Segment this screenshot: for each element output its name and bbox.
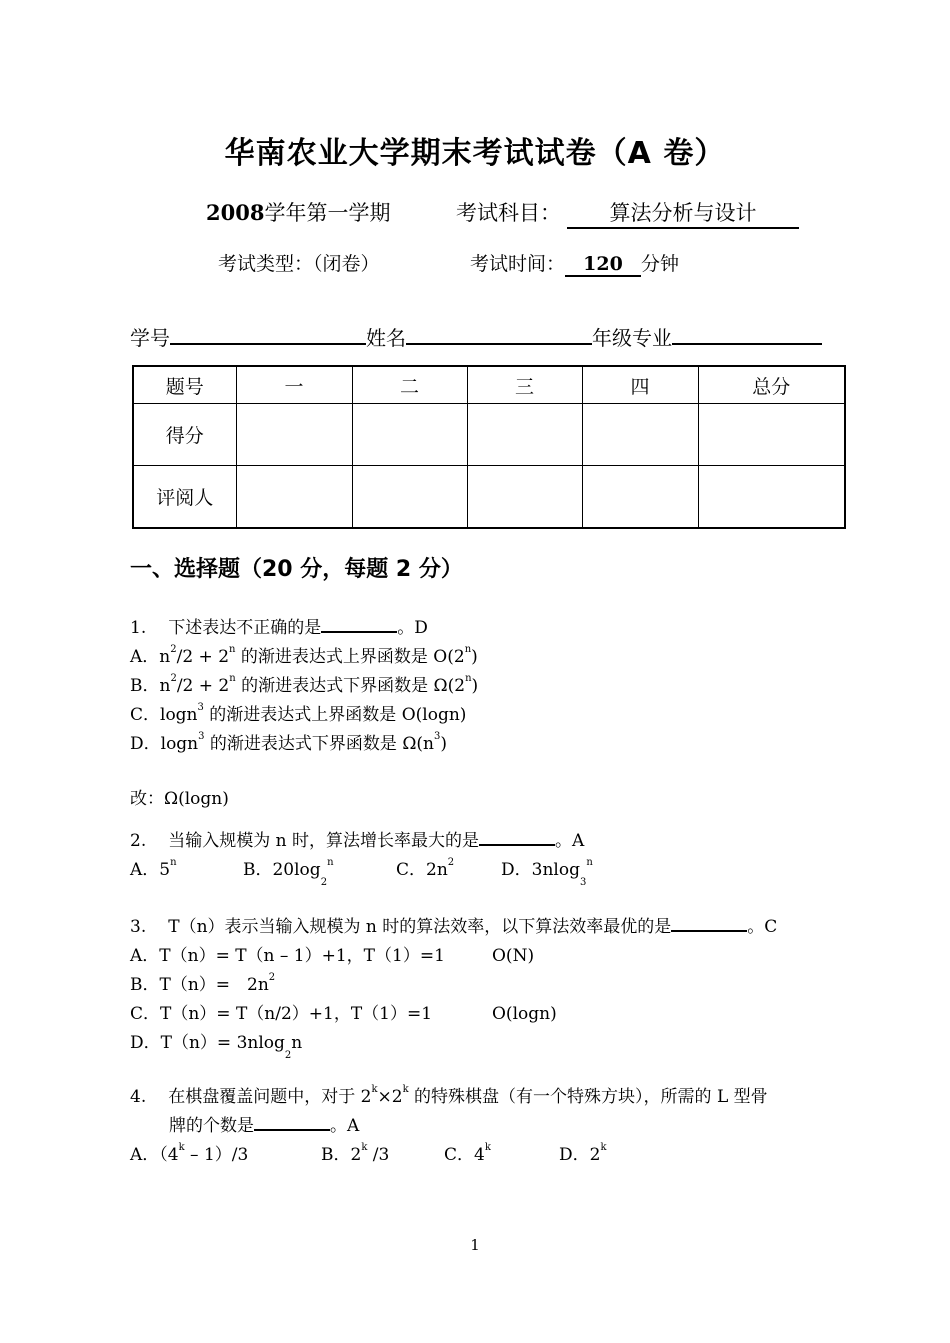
question-stem-cont: 牌的个数是 。A <box>130 1112 768 1141</box>
header-cell: 题号 <box>133 366 236 404</box>
question-number: 1. <box>130 618 147 638</box>
option-d: D．3nlog$_3^n$ <box>501 857 593 888</box>
score-cell[interactable] <box>698 404 845 466</box>
answer-text: 。A <box>330 1116 360 1136</box>
options-row <box>130 1141 768 1170</box>
answer-text: 。A <box>555 831 585 851</box>
option-note: O(logn) <box>492 1004 557 1024</box>
question-stem <box>130 614 478 643</box>
student-id-field[interactable] <box>170 323 366 345</box>
option-d: D．logn$^3$ 的渐进表达式下界函数是 $\Omega(n^3)$ <box>130 731 448 754</box>
question-text: 在棋盘覆盖问题中，对于 2 <box>168 1087 372 1107</box>
answer-text: 。C <box>747 917 778 937</box>
option-c: C．$2n^2$ <box>396 857 455 880</box>
option-a: A．$n^2/2 + 2^n$ 的渐进表达式上界函数是 O(2$^n$) <box>130 644 478 667</box>
option-d: D．2$^k$ <box>559 1142 607 1165</box>
question-text: T（n）表示当输入规模为 n 时的算法效率，以下算法效率最优的是 <box>168 917 672 937</box>
exam-type: 考试类型：（闭卷） <box>218 253 380 275</box>
answer-blank[interactable] <box>254 1113 330 1131</box>
question-stem: 4. 在棋盘覆盖问题中，对于 $2^k\times 2^k$ 的特殊棋盘（有一个特殊方块），所需的 L 型骨 <box>130 1084 768 1107</box>
header-cell: 二 <box>352 366 467 404</box>
option-a: A．5$^n$ <box>130 857 177 880</box>
options-row <box>130 856 593 888</box>
reviewer-cell[interactable] <box>698 466 845 529</box>
row-label: 得分 <box>133 404 236 466</box>
option-c: C．T（n）= T（n/2）+1，T（1）=1 O(logn) <box>130 1000 777 1029</box>
question-text: 当输入规模为 n 时，算法增长率最大的是 <box>168 831 479 851</box>
reviewer-cell[interactable] <box>467 466 582 529</box>
question-stem <box>130 827 584 856</box>
score-table-header-row <box>133 366 845 404</box>
header-cell: 四 <box>582 366 698 404</box>
option-b: B．$20\log_2^n$ <box>243 857 334 888</box>
question-1 <box>130 614 478 759</box>
exam-time-label: 考试时间： <box>470 253 566 275</box>
correction-note: 改：Ω(logn) <box>130 789 229 809</box>
exam-title: 华南农业大学期末考试试卷（A 卷） <box>224 136 726 171</box>
exam-time-unit: 分钟 <box>641 253 680 275</box>
option-b: B．2$^k$ /3 <box>321 1142 390 1165</box>
header-cell: 总分 <box>698 366 845 404</box>
answer-blank[interactable] <box>671 914 747 932</box>
question-3 <box>130 913 778 1061</box>
option-a: A．（4$^k$ – 1）/3 <box>130 1142 249 1165</box>
question-number: 2. <box>130 831 147 851</box>
exam-time-line <box>470 249 679 277</box>
question-4 <box>130 1083 768 1170</box>
student-name-field[interactable] <box>406 323 592 345</box>
option-b: B．T（n）= $2n^2$ <box>130 972 276 995</box>
score-cell[interactable] <box>236 404 352 466</box>
term-line <box>206 197 390 227</box>
answer-blank[interactable] <box>321 615 397 633</box>
score-row <box>133 404 845 466</box>
option-a: A．T（n）= T（n – 1）+1，T（1）=1 O(N) <box>130 942 777 971</box>
answer-text: 。D <box>397 618 428 638</box>
score-table <box>132 365 846 529</box>
section-title: 一、选择题（20 分，每题 2 分） <box>130 557 463 582</box>
reviewer-cell[interactable] <box>352 466 467 529</box>
header-cell: 三 <box>467 366 582 404</box>
question-2 <box>130 827 593 888</box>
option-d: D．T（n）= 3nlog$_2$n <box>130 1033 303 1061</box>
page-number: 1 <box>470 1236 480 1254</box>
score-cell[interactable] <box>352 404 467 466</box>
score-cell[interactable] <box>467 404 582 466</box>
subject-line <box>456 197 799 229</box>
header-cell: 一 <box>236 366 352 404</box>
reviewer-row <box>133 466 845 529</box>
student-info-row <box>130 322 822 351</box>
score-cell[interactable] <box>582 404 698 466</box>
question-number: 3. <box>130 917 147 937</box>
student-id-label: 学号 <box>130 326 170 350</box>
subject-label: 考试科目： <box>456 201 561 225</box>
student-major-field[interactable] <box>672 323 822 345</box>
reviewer-cell[interactable] <box>582 466 698 529</box>
option-c: C．4$^k$ <box>444 1142 491 1165</box>
question-stem <box>130 913 777 942</box>
question-text: 下述表达不正确的是 <box>168 618 322 638</box>
exam-year: 2008 <box>206 200 265 225</box>
option-c: C．logn$^3$ 的渐进表达式上界函数是 O(logn) <box>130 702 467 725</box>
reviewer-cell[interactable] <box>236 466 352 529</box>
student-major-label: 年级专业 <box>592 326 672 350</box>
option-b: B．$n^2/2 + 2^n$ 的渐进表达式下界函数是 Ω(2$^n$) <box>130 673 479 696</box>
question-number: 4. <box>130 1087 147 1107</box>
row-label: 评阅人 <box>133 466 236 529</box>
exam-time-value: 120 <box>565 253 641 277</box>
answer-blank[interactable] <box>479 828 555 846</box>
subject-value: 算法分析与设计 <box>567 197 799 229</box>
option-note: O(N) <box>492 946 535 966</box>
exam-term: 学年第一学期 <box>264 201 391 225</box>
student-name-label: 姓名 <box>366 326 406 350</box>
